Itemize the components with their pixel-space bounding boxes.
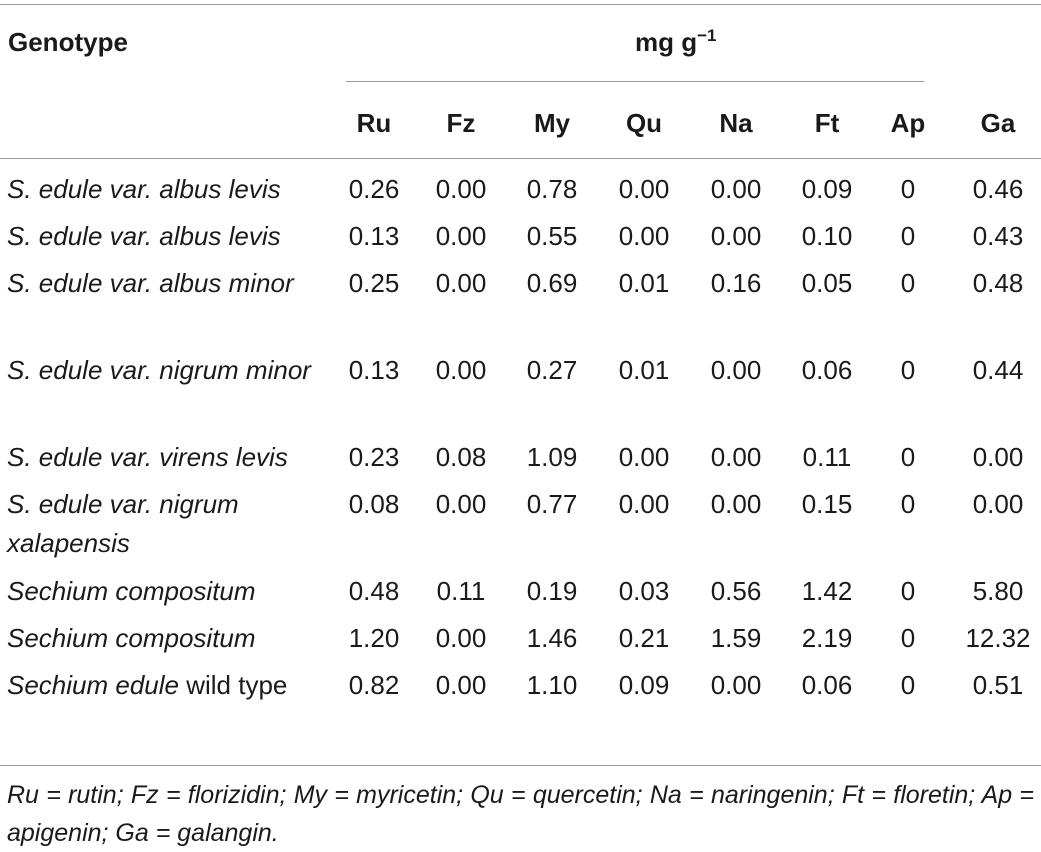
table-row: [0, 217, 1041, 264]
value-cell-na: 0.00: [710, 489, 762, 519]
value-cell-ft: 0.10: [801, 221, 853, 251]
unit-header: [635, 27, 717, 61]
value-cell-ga: 0.00: [972, 442, 1024, 472]
value-cell-ap: 0: [900, 174, 916, 204]
genotype-italic: S. edule var. albus levis: [7, 174, 281, 204]
value-cell-my: 0.78: [526, 174, 578, 204]
genotype-cell: [7, 666, 317, 705]
table-row: [0, 666, 1041, 753]
value-cell-na: 0.16: [710, 268, 762, 298]
genotype-plain: wild type: [179, 670, 288, 700]
table-body: [0, 170, 1041, 753]
value-cell-ft: 0.05: [801, 268, 853, 298]
table-row: [0, 170, 1041, 217]
value-cell-ru: 0.13: [348, 355, 400, 385]
value-cell-fz: 0.11: [436, 576, 486, 606]
value-cell-qu: 0.01: [618, 268, 670, 298]
column-header-ru: Ru: [356, 108, 392, 138]
unit-header-exponent: −1: [697, 26, 717, 45]
header-bottom-rule: [0, 158, 1041, 159]
value-cell-na: 0.00: [710, 221, 762, 251]
column-header-ft: Ft: [814, 108, 840, 138]
value-cell-fz: 0.00: [435, 623, 487, 653]
value-cell-my: 0.69: [526, 268, 578, 298]
value-cell-fz: 0.00: [435, 221, 487, 251]
value-cell-my: 0.55: [526, 221, 578, 251]
value-cell-ru: 0.08: [348, 489, 400, 519]
table-bottom-rule: [0, 765, 1041, 766]
value-cell-ap: 0: [900, 221, 916, 251]
value-cell-qu: 0.00: [618, 489, 670, 519]
table-top-rule: [0, 4, 1041, 5]
genotype-cell: [7, 217, 317, 256]
value-cell-ft: 0.11: [802, 442, 852, 472]
table-row: [0, 485, 1041, 572]
value-cell-ru: 0.26: [348, 174, 400, 204]
value-cell-ga: 5.80: [972, 576, 1024, 606]
table-row: [0, 264, 1041, 351]
genotype-italic: S. edule var. albus minor: [7, 268, 294, 298]
value-cell-ru: 1.20: [348, 623, 400, 653]
value-cell-my: 0.77: [526, 489, 578, 519]
value-cell-na: 0.00: [710, 670, 762, 700]
value-cell-ap: 0: [900, 355, 916, 385]
value-cell-ft: 2.19: [801, 623, 853, 653]
unit-header-base: mg g: [635, 27, 698, 57]
unit-span-rule: [346, 81, 924, 82]
value-cell-fz: 0.00: [435, 489, 487, 519]
value-cell-ap: 0: [900, 623, 916, 653]
value-cell-ga: 12.32: [965, 623, 1031, 653]
value-cell-ru: 0.25: [348, 268, 400, 298]
genotype-italic: S. edule var. virens levis: [7, 442, 288, 472]
value-cell-ft: 0.09: [801, 174, 853, 204]
genotype-italic: S. edule var. nigrum xalapensis: [7, 489, 239, 558]
value-cell-ap: 0: [900, 576, 916, 606]
value-cell-my: 1.09: [526, 442, 578, 472]
value-cell-ap: 0: [900, 442, 916, 472]
value-cell-qu: 0.00: [618, 174, 670, 204]
value-cell-na: 1.59: [710, 623, 762, 653]
value-cell-qu: 0.09: [618, 670, 670, 700]
value-cell-na: 0.00: [710, 442, 762, 472]
genotype-cell: [7, 485, 317, 563]
value-cell-fz: 0.00: [435, 174, 487, 204]
column-header-qu: Qu: [625, 108, 663, 138]
genotype-cell: [7, 264, 317, 303]
value-cell-my: 1.46: [526, 623, 578, 653]
table-row: [0, 619, 1041, 666]
value-cell-ap: 0: [900, 489, 916, 519]
value-cell-my: 0.27: [526, 355, 578, 385]
value-cell-fz: 0.00: [435, 268, 487, 298]
value-cell-ga: 0.43: [972, 221, 1024, 251]
genotype-cell: [7, 619, 317, 658]
column-header-na: Na: [719, 108, 753, 138]
genotype-italic: S. edule var. nigrum minor: [7, 355, 311, 385]
genotype-cell: [7, 572, 317, 611]
genotype-italic: Sechium compositum: [7, 576, 256, 606]
value-cell-ft: 1.42: [801, 576, 853, 606]
value-cell-na: 0.00: [710, 174, 762, 204]
value-cell-qu: 0.00: [618, 442, 670, 472]
value-cell-ap: 0: [900, 268, 916, 298]
value-cell-my: 0.19: [526, 576, 578, 606]
value-cell-ft: 0.15: [801, 489, 853, 519]
value-cell-ru: 0.48: [348, 576, 400, 606]
value-cell-na: 0.56: [710, 576, 762, 606]
value-cell-qu: 0.21: [618, 623, 670, 653]
value-cell-ft: 0.06: [801, 670, 853, 700]
value-cell-qu: 0.01: [618, 355, 670, 385]
value-cell-ap: 0: [900, 670, 916, 700]
table-row: [0, 351, 1041, 438]
value-cell-qu: 0.00: [618, 221, 670, 251]
genotype-header: Genotype: [8, 27, 128, 57]
genotype-cell: [7, 351, 317, 390]
value-cell-ga: 0.48: [972, 268, 1024, 298]
table-row: [0, 438, 1041, 485]
value-cell-ru: 0.13: [348, 221, 400, 251]
value-cell-my: 1.10: [526, 670, 578, 700]
value-cell-ga: 0.46: [972, 174, 1024, 204]
column-header-ga: Ga: [980, 108, 1016, 138]
value-cell-ga: 0.00: [972, 489, 1024, 519]
value-cell-ru: 0.23: [348, 442, 400, 472]
value-cell-ga: 0.44: [972, 355, 1024, 385]
column-header-fz: Fz: [446, 108, 476, 138]
genotype-italic: Sechium edule: [7, 670, 179, 700]
column-header-ap: Ap: [890, 108, 926, 138]
genotype-cell: [7, 170, 317, 209]
genotype-italic: S. edule var. albus levis: [7, 221, 281, 251]
genotype-cell: [7, 438, 317, 477]
value-cell-ft: 0.06: [801, 355, 853, 385]
value-cell-fz: 0.00: [435, 670, 487, 700]
value-cell-na: 0.00: [710, 355, 762, 385]
value-cell-fz: 0.00: [435, 355, 487, 385]
value-cell-fz: 0.08: [435, 442, 487, 472]
table-footnote: Ru = rutin; Fz = florizidin; My = myricetin; Qu = quercetin; Na = naringenin; Ft = floretin; Ap = apigenin; Ga = galangin.: [7, 781, 1034, 847]
value-cell-ru: 0.82: [348, 670, 400, 700]
column-header-my: My: [533, 108, 571, 138]
value-cell-qu: 0.03: [618, 576, 670, 606]
table-row: [0, 572, 1041, 619]
value-cell-ga: 0.51: [972, 670, 1024, 700]
genotype-italic: Sechium compositum: [7, 623, 256, 653]
